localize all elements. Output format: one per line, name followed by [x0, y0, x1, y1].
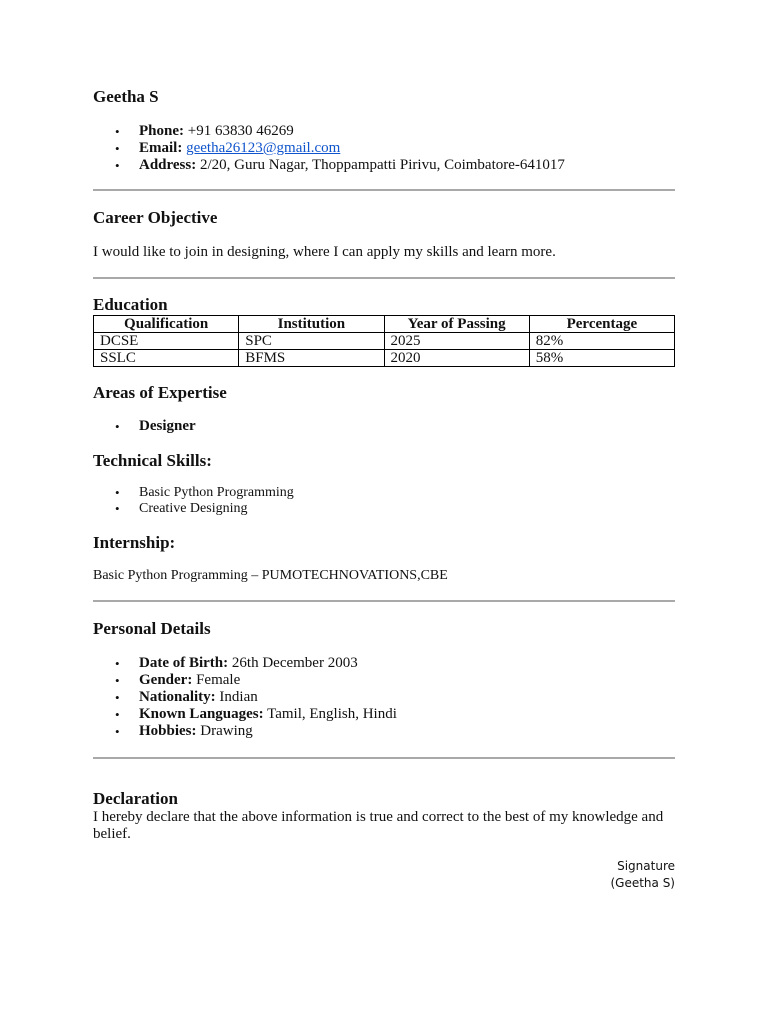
table-cell: DCSE — [94, 333, 239, 350]
table-cell: 2020 — [384, 350, 529, 367]
list-item — [139, 672, 675, 689]
resume-document — [93, 86, 675, 892]
technical-skills-heading: Technical Skills: — [93, 451, 212, 470]
column-header: Percentage — [529, 316, 674, 333]
detail-label: Hobbies: — [139, 723, 197, 739]
detail-value: Drawing — [200, 723, 253, 739]
list-item — [139, 723, 675, 740]
career-objective-heading: Career Objective — [93, 208, 218, 227]
detail-value: Female — [196, 672, 241, 688]
detail-value: Tamil, English, Hindi — [267, 706, 397, 722]
contact-address — [139, 157, 675, 174]
table-header-row — [94, 316, 675, 333]
divider — [93, 277, 675, 279]
table-cell: 2025 — [384, 333, 529, 350]
column-header: Qualification — [94, 316, 239, 333]
personal-details-heading: Personal Details — [93, 619, 211, 638]
internship-text: Basic Python Programming – PUMOTECHNOVATIONS,CBE — [93, 568, 448, 583]
detail-label: Known Languages: — [139, 706, 264, 722]
detail-label: Gender: — [139, 672, 193, 688]
email-link[interactable]: geetha26123@gmail.com — [186, 140, 341, 156]
email-label: Email: — [139, 140, 183, 156]
phone-label: Phone: — [139, 123, 184, 139]
technical-skills-list — [93, 485, 675, 517]
contact-email — [139, 140, 675, 157]
career-objective-text: I would like to join in designing, where I can apply my skills and learn more. — [93, 244, 556, 260]
address-value: 2/20, Guru Nagar, Thoppampatti Pirivu, Coimbatore-641017 — [199, 157, 565, 173]
list-item — [139, 655, 675, 672]
declaration-text: I hereby declare that the above information is true and correct to the best of my knowledge and belief. — [93, 809, 664, 842]
column-header: Institution — [239, 316, 384, 333]
table-cell: 58% — [529, 350, 674, 367]
table-cell: SSLC — [94, 350, 239, 367]
expertise-list — [93, 418, 675, 435]
list-item — [139, 689, 675, 706]
education-heading: Education — [93, 295, 168, 314]
candidate-name: Geetha S — [93, 87, 159, 106]
list-item — [139, 418, 675, 435]
list-item: • Basic Python Programming — [139, 485, 675, 501]
signature-label: Signature — [617, 859, 675, 873]
phone-value: +91 63830 46269 — [187, 123, 294, 139]
divider — [93, 189, 675, 191]
personal-details-list — [93, 655, 675, 740]
divider — [93, 757, 675, 759]
column-header: Year of Passing — [384, 316, 529, 333]
list-item: • Creative Designing — [139, 501, 675, 517]
signature-name: (Geetha S) — [610, 876, 675, 890]
table-cell: 82% — [529, 333, 674, 350]
table-row — [94, 350, 675, 367]
detail-label: Nationality: — [139, 689, 216, 705]
internship-heading: Internship: — [93, 533, 176, 552]
divider — [93, 600, 675, 602]
signature-block — [93, 858, 675, 892]
table-cell: BFMS — [239, 350, 384, 367]
detail-value: 26th December 2003 — [231, 655, 358, 671]
declaration-heading: Declaration — [93, 789, 178, 808]
education-table — [93, 315, 675, 367]
table-cell: SPC — [239, 333, 384, 350]
detail-value: Indian — [219, 689, 258, 705]
contact-phone — [139, 123, 675, 140]
table-row — [94, 333, 675, 350]
address-label: Address: — [139, 157, 197, 173]
expertise-item: Designer — [139, 418, 196, 434]
list-item — [139, 706, 675, 723]
expertise-heading: Areas of Expertise — [93, 383, 227, 402]
contact-list — [93, 123, 675, 174]
detail-label: Date of Birth: — [139, 655, 229, 671]
